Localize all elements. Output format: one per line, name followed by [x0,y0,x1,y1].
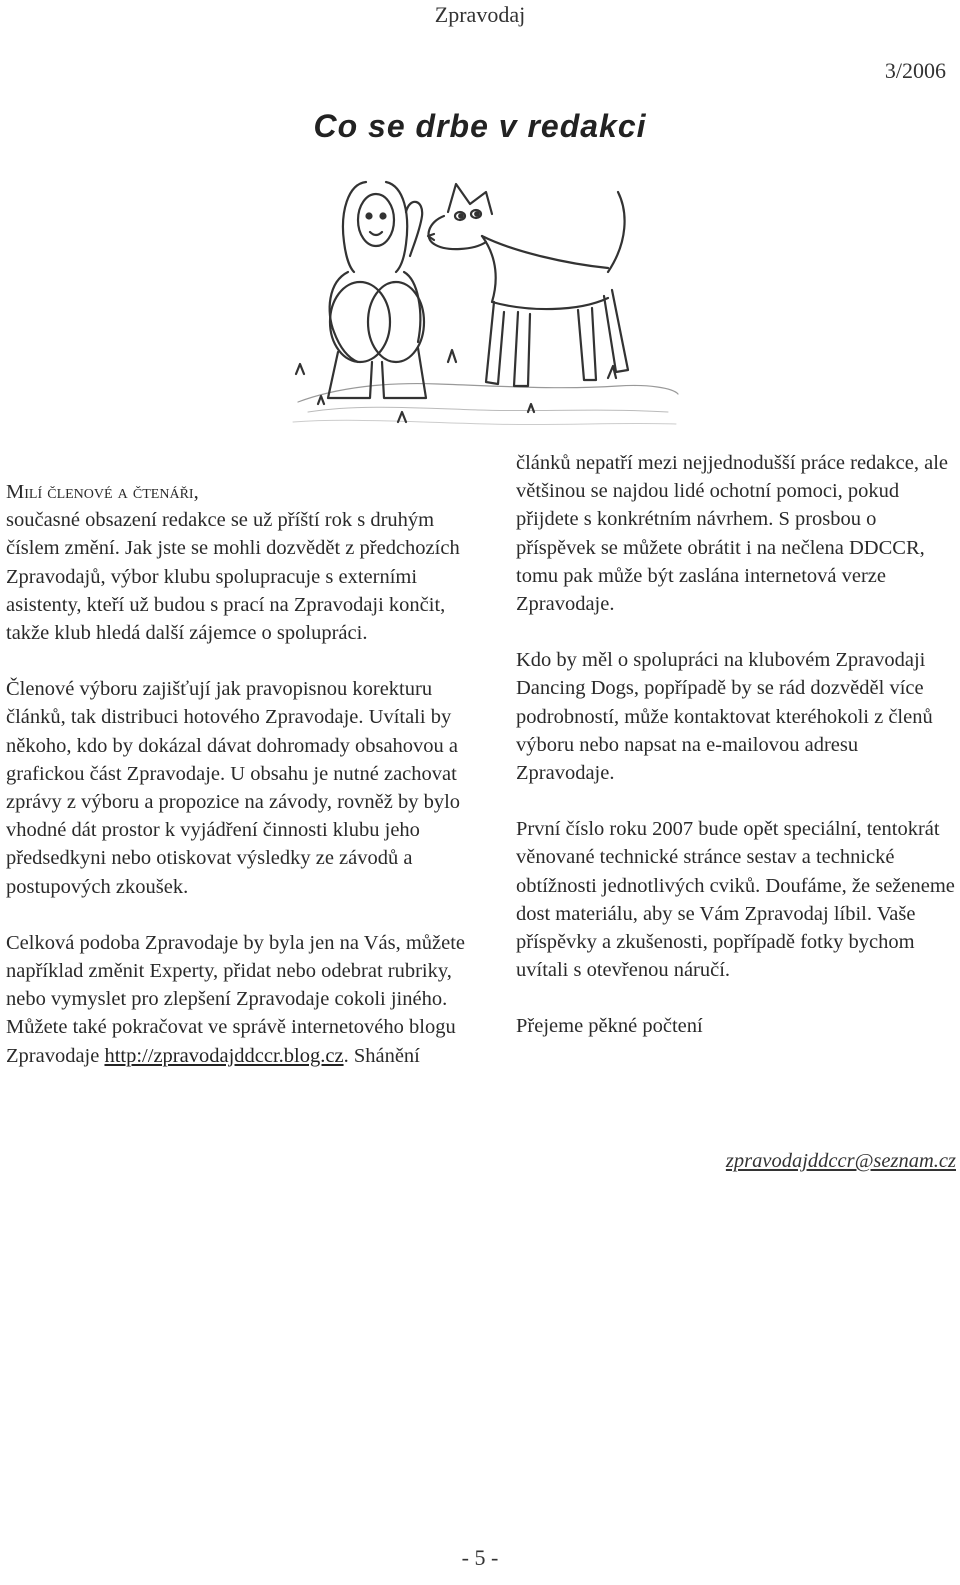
article-title: Co se drbe v redakci [313,108,647,144]
paragraph-3-end-left: . Shánění [343,1044,420,1067]
page-number: - 5 - [461,1545,499,1570]
contact-email[interactable]: zpravodajddccr@seznam.cz [725,1150,956,1172]
paragraph-3-start: Celková podoba Zpravodaje by byla jen na Vás, můžete například změnit Experty, přidat nebo odebrat rubriky, nebo vymyslet pro zlepšení Zpravodaje cokoli jiného. Můžete také pokračovat ve správě internetového blogu Zpravodaje [6,931,466,1067]
paragraph-2: Členové výboru zajišťují jak pravopisnou korekturu článků, tak distribuci hotového Zpravodaje. Uvítali by někoho, kdo by dokázal dávat dohromady obsahovou a grafickou část Zpravodaje. U obsahu je nutné zachovat zprávy z výboru a propozice na závody, rovněž by bylo vhodné dát prostor k vyjádření činnosti klubu jeho předsedkyni nebo otiskovat výsledky ze závodů a postupových zkoušek. [6,678,461,898]
paragraph-4: Kdo by měl o spolupráci na klubovém Zpravodaji Dancing Dogs, popřípadě by se rád dozvěděl více podrobností, může kontaktovat kteréhokoli z členů výboru nebo napsat na e-mailovou adresu Zpravodaje. [516,649,933,785]
paragraph-3-continued: článků nepatří mezi nejjednodušší práce redakce, ale většinou se najdou lidé ochotní pomoci, pokud přijdete s konkrétním návrhem. S prosbou o příspěvek se můžete obrátit i na nečlena DDCCR, tomu pak může být zaslána internetová verze Zpravodaje. [516,452,949,616]
issue-number: 3/2006 [884,58,946,83]
illustration-girl-and-dog [278,172,684,444]
blog-link[interactable]: http://zpravodajddccr.blog.cz [104,1044,344,1067]
article-column-left [6,478,476,1070]
salutation: Milí členové a čtenáři, [6,481,199,503]
newsletter-name: Zpravodaj [434,2,526,27]
closing-line: Přejeme pěkné počtení [516,1015,703,1038]
article-column-right [516,449,960,1041]
paragraph-1: současné obsazení redakce se už příští rok s druhým číslem změní. Jak jste se mohli dozvědět z předchozích Zpravodajů, výbor klubu spolupracuje s externími asistenty, kteří už budou s prací na Zpravodaji končit, takže klub hledá další zájemce o spolupráci. [6,509,460,645]
paragraph-5: První číslo roku 2007 bude opět speciální, tentokrát věnované technické stránce sestav a technické obtížnosti jednotlivých cviků. Doufáme, že seženeme dost materiálu, aby se Vám Zpravodaj líbil. Vaše příspěvky a zkušenosti, popřípadě fotky bychom uvítali s otevřenou náručí. [516,818,955,982]
